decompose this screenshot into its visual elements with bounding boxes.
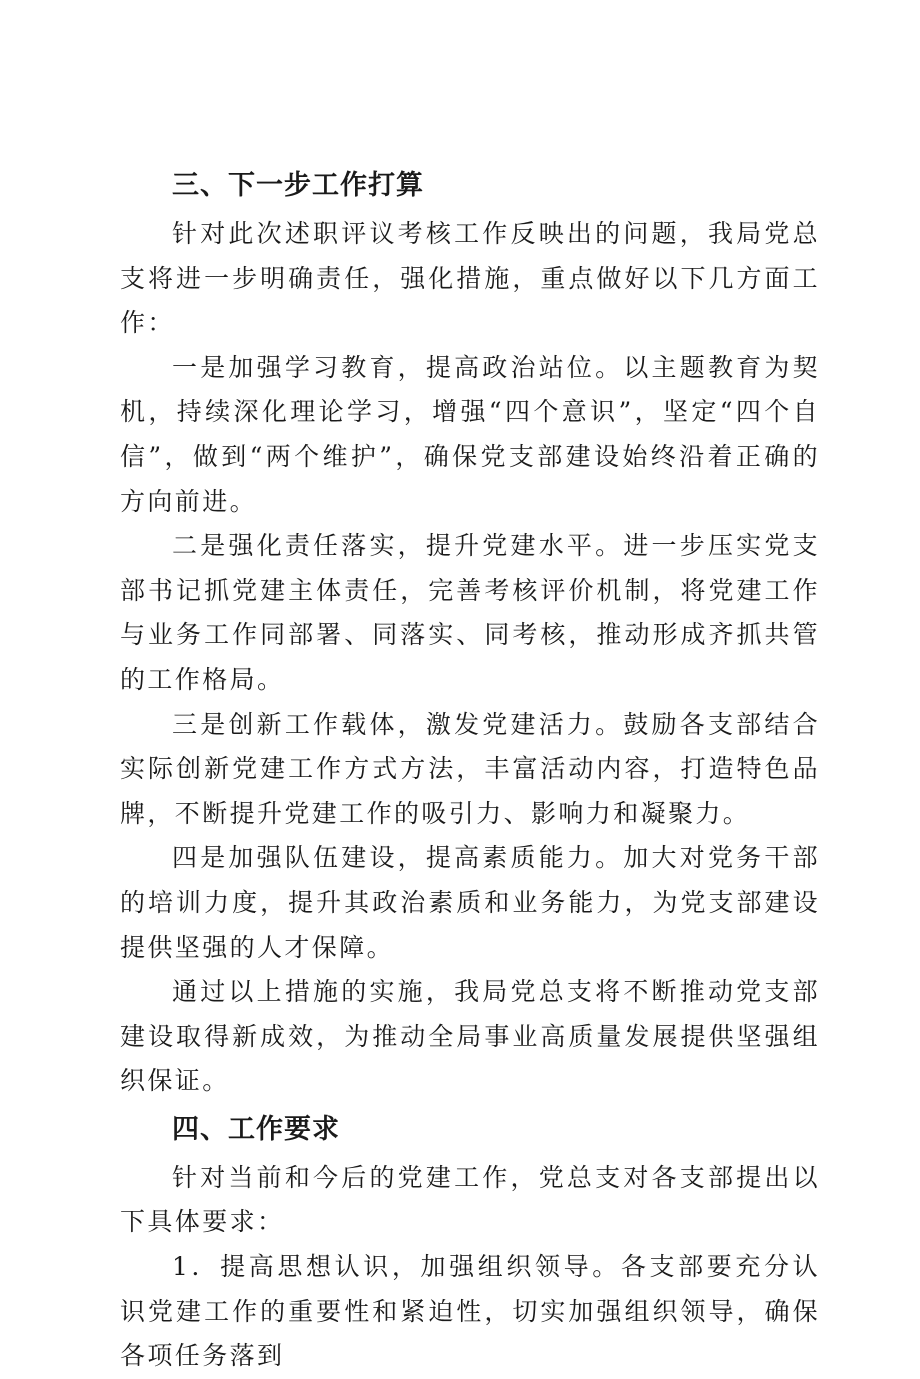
paragraph-requirements-intro: 针对当前和今后的党建工作，党总支对各支部提出以下具体要求：: [120, 1162, 820, 1237]
paragraph-measure-2: 二是强化责任落实，提升党建水平。进一步压实党支部书记抓党建主体责任，完善考核评价机制，将党建工作与业务工作同部署、同落实、同考核，推动形成齐抓共管的工作格局。: [120, 531, 820, 694]
paragraph-measure-1: 一是加强学习教育，提高政治站位。以主题教育为契机，持续深化理论学习，增强“四个意识”，坚定“四个自信”，做到“两个维护”，确保党支部建设始终沿着正确的方向前进。: [120, 352, 820, 516]
paragraph-requirement-1: 1．提高思想认识，加强组织领导。各支部要充分认识党建工作的重要性和紧迫性，切实加强组织领导，确保各项任务落到: [120, 1252, 820, 1371]
paragraph-measure-4: 四是加强队伍建设，提高素质能力。加大对党务干部的培训力度，提升其政治素质和业务能力，为党支部建设提供坚强的人才保障。: [120, 843, 820, 962]
paragraph-measure-3: 三是创新工作载体，激发党建活力。鼓励各支部结合实际创新党建工作方式方法，丰富活动内容，打造特色品牌，不断提升党建工作的吸引力、影响力和凝聚力。: [120, 709, 820, 828]
paragraph-conclusion: 通过以上措施的实施，我局党总支将不断推动党支部建设取得新成效，为推动全局事业高质量发展提供坚强组织保证。: [120, 977, 820, 1096]
section-heading-next-steps: 三、下一步工作打算: [172, 170, 424, 201]
document-body: [120, 160, 820, 1379]
paragraph-intro: 针对此次述职评议考核工作反映出的问题，我局党总支将进一步明确责任，强化措施，重点做好以下几方面工作：: [120, 219, 820, 338]
section-heading-requirements: 四、工作要求: [172, 1113, 340, 1145]
